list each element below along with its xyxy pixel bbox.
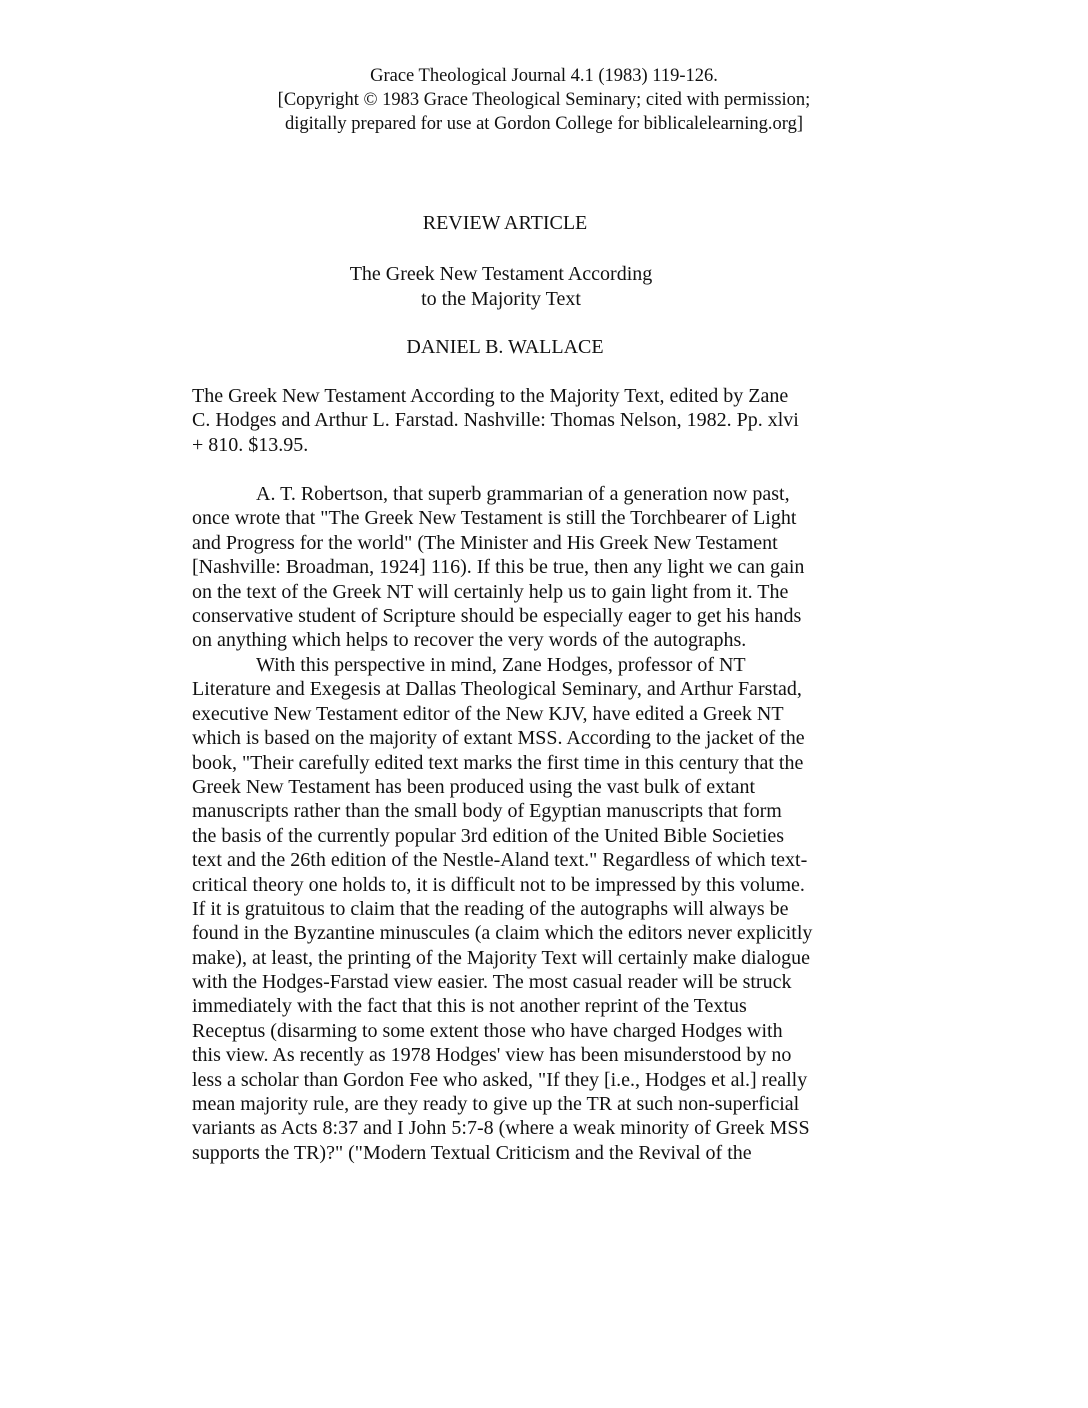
text-line: with the Hodges-Farstad view easier. The most casual reader will be struck xyxy=(192,971,792,994)
article-title-line: to the Majority Text xyxy=(421,288,581,310)
text-line: the basis of the currently popular 3rd edition of the United Bible Societies xyxy=(192,824,785,847)
article-author: DANIEL B. WALLACE xyxy=(406,336,604,358)
text-line: on anything which helps to recover the very words of the autographs. xyxy=(192,629,747,652)
book-citation xyxy=(192,384,872,457)
text-line: which is based on the majority of extant MSS. According to the jacket of the xyxy=(192,727,805,750)
text-line: and Progress for the world" (The Minister and His Greek New Testament xyxy=(192,531,778,554)
text-line: supports the TR)?" ("Modern Textual Criticism and the Revival of the xyxy=(192,1141,752,1164)
text-line: book, "Their carefully edited text marks the first time in this century that the xyxy=(192,751,804,774)
text-line: found in the Byzantine minuscules (a claim which the editors never explicitly xyxy=(192,922,813,945)
text-line: make), at least, the printing of the Majority Text will certainly make dialogue xyxy=(192,946,811,969)
text-line: variants as Acts 8:37 and I John 5:7-8 (where a weak minority of Greek MSS xyxy=(192,1117,810,1140)
copyright-notice: [Copyright © 1983 Grace Theological Seminary; cited with permission; xyxy=(277,90,811,110)
paragraph-1 xyxy=(192,482,872,653)
text-line: critical theory one holds to, it is difficult not to be impressed by this volume. xyxy=(192,873,805,896)
journal-header xyxy=(0,64,1088,136)
text-line: Greek New Testament has been produced using the vast bulk of extant xyxy=(192,775,756,798)
text-line: text and the 26th edition of the Nestle-Aland text." Regardless of which text- xyxy=(192,849,808,872)
text-line: immediately with the fact that this is not another reprint of the Textus xyxy=(192,995,747,1018)
text-line: + 810. $13.95. xyxy=(192,433,309,456)
text-line: once wrote that "The Greek New Testament is still the Torchbearer of Light xyxy=(192,507,797,530)
article-title-line: The Greek New Testament According xyxy=(349,263,653,285)
text-line: mean majority rule, are they ready to give up the TR at such non-superficial xyxy=(192,1093,800,1116)
text-line: With this perspective in mind, Zane Hodges, professor of NT xyxy=(256,654,746,676)
text-line: [Nashville: Broadman, 1924] 116). If this be true, then any light we can gain xyxy=(192,556,805,579)
text-line: The Greek New Testament According to the Majority Text, edited by Zane xyxy=(192,385,789,407)
text-line: A. T. Robertson, that superb grammarian of a generation now past, xyxy=(256,483,790,505)
text-line: this view. As recently as 1978 Hodges' view has been misunderstood by no xyxy=(192,1044,792,1067)
text-line: C. Hodges and Arthur L. Farstad. Nashville: Thomas Nelson, 1982. Pp. xlvi xyxy=(192,409,799,432)
journal-citation: Grace Theological Journal 4.1 (1983) 119-126. xyxy=(370,66,718,86)
text-line: executive New Testament editor of the New KJV, have edited a Greek NT xyxy=(192,702,784,725)
text-line: less a scholar than Gordon Fee who asked, "If they [i.e., Hodges et al.] really xyxy=(192,1068,808,1091)
text-line: on the text of the Greek NT will certainly help us to gain light from it. The xyxy=(192,580,789,603)
text-line: If it is gratuitous to claim that the reading of the autographs will always be xyxy=(192,897,789,920)
text-line: Receptus (disarming to some extent those who have charged Hodges with xyxy=(192,1019,783,1042)
article-kind: REVIEW ARTICLE xyxy=(422,212,588,234)
digitization-notice: digitally prepared for use at Gordon College for biblicalelearning.org] xyxy=(285,114,803,134)
text-line: manuscripts rather than the small body of Egyptian manuscripts that form xyxy=(192,800,782,823)
paragraph-2 xyxy=(192,653,872,1165)
article-title xyxy=(0,262,1002,312)
text-line: conservative student of Scripture should be especially eager to get his hands xyxy=(192,604,802,627)
text-line: Literature and Exegesis at Dallas Theological Seminary, and Arthur Farstad, xyxy=(192,678,802,701)
